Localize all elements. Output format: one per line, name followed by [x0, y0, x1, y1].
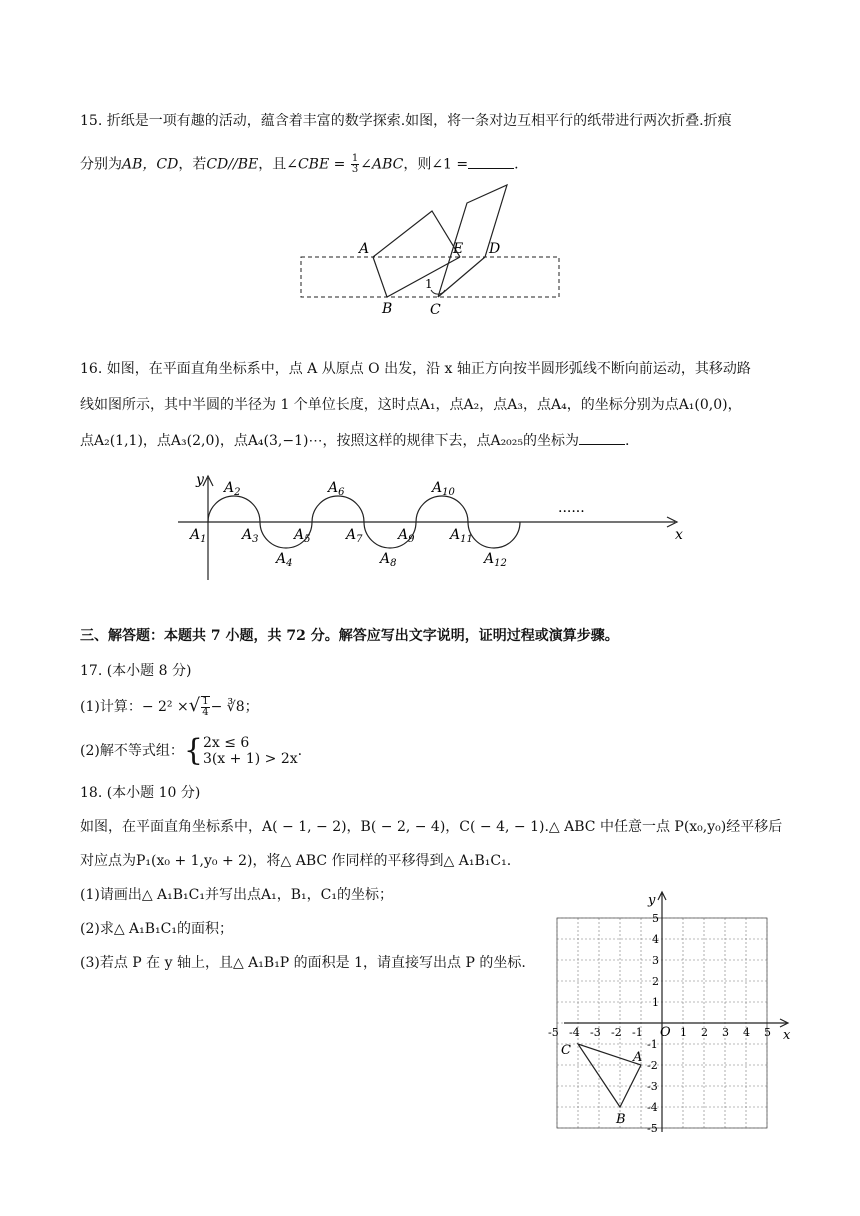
- axis-x-label: x: [675, 527, 683, 543]
- triangle-abc: [578, 1044, 641, 1107]
- point-label-a5: $A_5$: [294, 527, 311, 545]
- label-A: A: [359, 241, 370, 257]
- q17-text: (2)解不等式组：: [80, 743, 184, 759]
- q15-text: ，若: [178, 156, 207, 173]
- q15-line1: 15. 折纸是一项有趣的活动，蕴含着丰富的数学探索.如图，将一条对边互相平行的纸带进行两次折叠.折痕: [80, 113, 732, 129]
- x-tick-label: -1: [632, 1026, 643, 1039]
- q15-text: CBE: [297, 156, 330, 173]
- brace: {: [183, 733, 203, 768]
- y-tick-label: 4: [652, 933, 659, 946]
- q16-semicircle-figure: [170, 470, 690, 585]
- q16-line1: 16. 如图，在平面直角坐标系中，点 A 从原点 O 出发，沿 x 轴正方向按半圆形弧线不断向前运动，其移动路: [80, 361, 751, 377]
- point-label-a8: $A_8$: [380, 551, 397, 569]
- q17-text: (1)计算：: [80, 699, 142, 715]
- q17-text: .: [297, 743, 303, 759]
- label-E: E: [453, 241, 464, 257]
- x-tick-label: 2: [701, 1026, 708, 1039]
- dots-continuation: ......: [558, 500, 585, 516]
- label-C: C: [430, 302, 441, 318]
- point-label-a6: $A_6$: [328, 480, 345, 498]
- q18-part2: (2)求△ A₁B₁C₁的面积；: [80, 921, 233, 937]
- label-angle-1: 1: [425, 277, 433, 291]
- q17-part2: [80, 734, 302, 768]
- point-label-a12: $A_{12}$: [484, 551, 507, 569]
- origin-label: O: [660, 1025, 671, 1040]
- q15-fold-figure: [295, 180, 570, 320]
- q15-text: ∠: [360, 156, 372, 173]
- axis-y-label: y: [648, 893, 656, 908]
- axis-x-label: x: [783, 1028, 791, 1043]
- ineq-2: 3(x + 1) > 2x: [202, 751, 298, 767]
- q15-text: .: [514, 156, 519, 173]
- q15-line2: [80, 154, 519, 175]
- section-3-heading: 三、解答题：本题共 7 小题，共 72 分。解答应写出文字说明，证明过程或演算步骤。: [80, 628, 619, 644]
- x-tick-label: 3: [722, 1026, 729, 1039]
- point-label-a11: $A_{11}$: [450, 527, 473, 545]
- q15-fraction: [351, 154, 359, 175]
- y-tick-label: 1: [652, 996, 659, 1009]
- point-label-a7: $A_7$: [346, 527, 363, 545]
- y-tick-label: 3: [652, 954, 659, 967]
- q15-text: CD//BE: [206, 156, 259, 173]
- point-label-a9: $A_9$: [398, 527, 415, 545]
- point-label-a4: $A_4$: [276, 551, 293, 569]
- point-label-a2: $A_2$: [224, 480, 241, 498]
- y-tick-label: -5: [647, 1122, 658, 1135]
- x-tick-label: -2: [611, 1026, 622, 1039]
- sqrt-sign: √: [188, 695, 201, 716]
- y-tick-label: 5: [652, 912, 659, 925]
- q16-line3: [80, 432, 629, 450]
- q18-line2: 对应点为P₁(x₀ + 1,y₀ + 2)，将△ ABC 作同样的平移得到△ A₁B₁C₁.: [80, 853, 512, 869]
- x-tick-label: -4: [569, 1026, 580, 1039]
- x-tick-label: 5: [764, 1026, 771, 1039]
- y-tick-label: -4: [647, 1101, 658, 1114]
- q15-text: ABC: [371, 156, 404, 173]
- inequality-system: [203, 735, 298, 767]
- q16-text: .: [625, 433, 630, 449]
- q17-text: − ∛8；: [210, 699, 259, 715]
- sqrt-fraction: [201, 696, 209, 718]
- y-tick-label: -3: [647, 1080, 658, 1093]
- point-label-a3: $A_3$: [242, 527, 259, 545]
- axis-y-label: y: [196, 472, 204, 488]
- q18-part3: (3)若点 P 在 y 轴上，且△ A₁B₁P 的面积是 1，请直接写出点 P 的坐标.: [80, 955, 526, 971]
- q17-part1: [80, 696, 259, 718]
- point-label-a: A: [633, 1050, 643, 1065]
- y-tick-label: 2: [652, 975, 659, 988]
- q15-text: 分别为: [80, 156, 122, 173]
- q15-text: ，则∠1 =: [403, 156, 469, 173]
- label-D: D: [489, 241, 501, 257]
- q15-text: ，且∠: [258, 156, 298, 173]
- ineq-1: 2x ≤ 6: [202, 735, 250, 751]
- label-B: B: [382, 301, 393, 317]
- y-tick-label: -2: [647, 1059, 658, 1072]
- q18-line1: 如图，在平面直角坐标系中，A( − 1, − 2)，B( − 2, − 4)，C( − 4, − 1).△ ABC 中任意一点 P(x₀,y₀)经平移后: [80, 819, 783, 835]
- x-tick-label: 1: [680, 1026, 687, 1039]
- answer-blank: [468, 156, 514, 169]
- point-label-a10: $A_{10}$: [432, 480, 455, 498]
- x-tick-label: 4: [743, 1026, 750, 1039]
- q16-text: 点A₂(1,1)，点A₃(2,0)，点A₄(3,−1)⋯，按照这样的规律下去，点A₂₀₂₅的坐标为: [80, 433, 580, 449]
- frac-den: 4: [202, 707, 209, 718]
- point-label-a1: $A_1$: [190, 527, 207, 545]
- frac-num: 1: [202, 696, 209, 707]
- frac-den: 3: [351, 164, 359, 175]
- point-label-c: C: [561, 1043, 571, 1058]
- answer-blank: [579, 432, 625, 445]
- q15-text: =: [329, 156, 350, 173]
- q17-head: 17. (本小题 8 分): [80, 663, 192, 679]
- y-tick-label: -1: [647, 1038, 658, 1051]
- point-label-b: B: [616, 1112, 626, 1127]
- q15-text: AB，CD: [122, 156, 179, 173]
- q18-head: 18. (本小题 10 分): [80, 785, 201, 801]
- q18-part1: (1)请画出△ A₁B₁C₁并写出点A₁，B₁，C₁的坐标；: [80, 887, 393, 903]
- q17-text: − 2² ×: [141, 699, 189, 715]
- x-tick-label: -5: [548, 1026, 559, 1039]
- q16-line2: 线如图所示，其中半圆的半径为 1 个单位长度，这时点A₁，点A₂，点A₃，点A₄，的坐标分别为点A₁(0,0)，: [80, 397, 742, 413]
- q18-coordinate-grid: [548, 890, 805, 1135]
- x-tick-label: -3: [590, 1026, 601, 1039]
- frac-num: 1: [351, 153, 359, 164]
